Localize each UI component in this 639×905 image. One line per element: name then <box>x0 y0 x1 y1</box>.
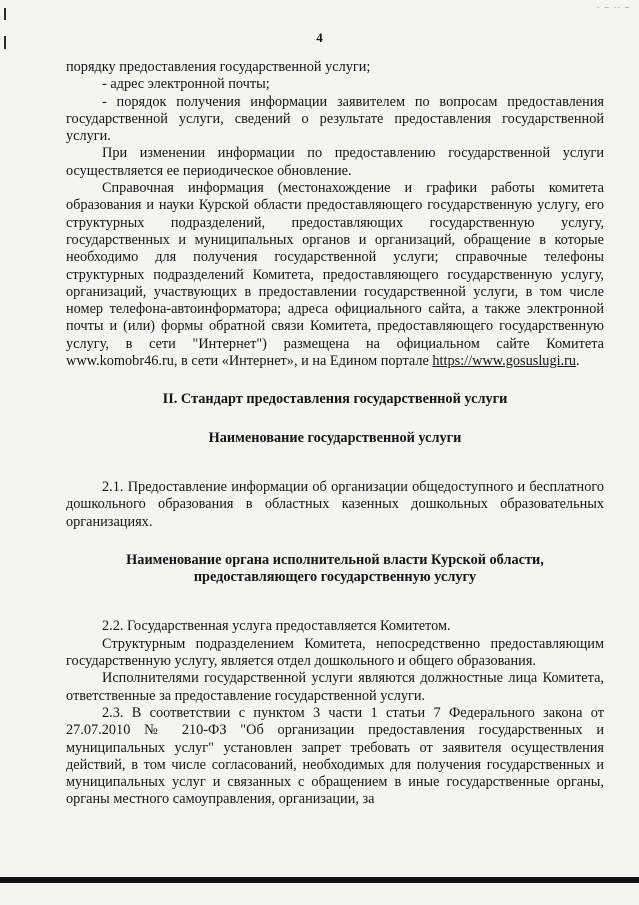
bullet-email: - адрес электронной почты; <box>102 76 270 93</box>
paragraph-2-3: 2.3. В соответствии с пунктом 3 части 1 статьи 7 Федерального закона от 27.07.2010 № 210-ФЗ "Об организации предоставления государственных и муниципальных услуг" установлен запрет требовать от заявителя осуществления действий, в том числе согласований, необходимых для получения государственных и муниципальных услуг и связанных с обращением в иные государственные органы, органы местного самоуправления, организации, за <box>66 704 604 808</box>
paragraph-update: При изменении информации по предоставлению государственной услуги осуществляется ее периодическое обновление. <box>66 145 604 179</box>
paragraph-executors: Исполнителями государственной услуги являются должностные лица Комитета, ответственные за предоставление государственной услуги. <box>66 670 604 704</box>
paragraph-2-2: 2.2. Государственная услуга предоставляется Комитетом. <box>102 618 451 635</box>
section-title: II. Стандарт предоставления государственной услуги <box>162 391 508 408</box>
heading-service-name: Наименование государственной услуги <box>208 429 462 446</box>
heading-authority-line1: Наименование органа исполнительной власти Курской области, <box>126 551 544 568</box>
paragraph-continuation: порядку предоставления государственной услуги; <box>66 59 371 75</box>
heading-authority-line2: предоставляющего государственную услугу <box>193 569 477 586</box>
paragraph-reference-info <box>66 180 604 370</box>
paragraph-2-1: 2.1. Предоставление информации об организации общедоступного и бесплатного дошкольного образования в областных казенных дошкольных образовательных организациях. <box>66 478 604 530</box>
document-body <box>66 59 604 809</box>
paragraph-structural-unit: Структурным подразделением Комитета, непосредственно предоставляющим государственную услугу, является отдел дошкольного и общего образования. <box>66 635 604 670</box>
reference-info-end: . <box>576 353 580 370</box>
scan-artifact-mark <box>4 8 6 20</box>
reference-info-text: Справочная информация (местонахождение и графики работы комитета образования и науки Курской области предоставляющего государственную услугу, его структурных подразделений, предоставляющих государственную услугу, государственных и муниципальных органов и организаций, обращение в которые необходимо для получения государственной услуги; справочные телефоны структурных подразделений Комитета, предоставляющего государственную услугу, организаций, участвующих в предоставлении государственной услуги, в том числе номер телефона-автоинформатора; адреса официального сайта, а также электронной почты и (или) формы обратной связи Комитета, предоставляющего государственную услугу, в сети "Интернет") размещена на официальном сайте Комитета www.komobr46.ru, в сети «Интернет», и на Едином портале <box>66 180 604 370</box>
gosuslugi-link[interactable]: https://www.gosuslugi.ru <box>432 353 577 370</box>
bullet-information-order: - порядок получения информации заявителем по вопросам предоставления государственной услуги, сведений о результате предоставления государственной услуги. <box>66 93 604 145</box>
scan-corner-noise: - ~ -- ~ <box>597 4 631 12</box>
scan-bottom-edge <box>0 877 639 883</box>
page-number: 4 <box>316 30 323 45</box>
